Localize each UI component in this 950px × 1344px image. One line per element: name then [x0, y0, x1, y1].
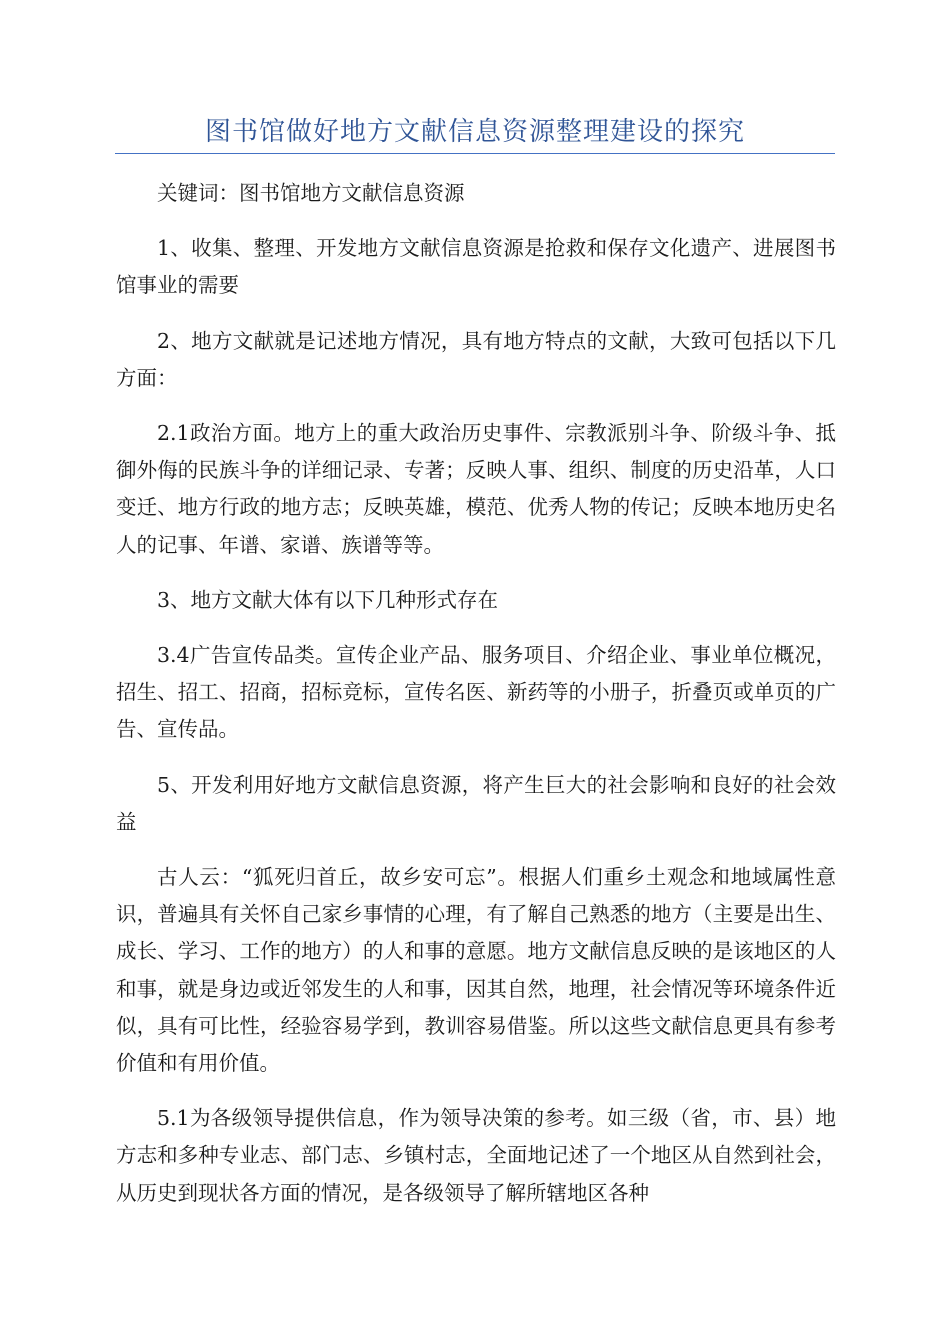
paragraph-2-1: 2.1政治方面。地方上的重大政治历史事件、宗教派别斗争、阶级斗争、抵御外侮的民族斗争的详细记录、专著；反映人事、组织、制度的历史沿革，人口变迁、地方行政的地方志；反映英雄，模范、优秀人物的传记；反映本地历史名人的记事、年谱、家谱、族谱等等。	[116, 421, 836, 557]
paragraph-3-4: 3.4广告宣传品类。宣传企业产品、服务项目、介绍企业、事业单位概况，招生、招工、招商，招标竞标，宣传名医、新药等的小册子，折叠页或单页的广告、宣传品。	[116, 643, 836, 742]
document-body	[116, 175, 836, 1230]
paragraph-5: 5、开发利用好地方文献信息资源，将产生巨大的社会影响和良好的社会效益	[116, 772, 836, 834]
title-underline	[115, 153, 835, 154]
keywords-paragraph: 关键词：图书馆地方文献信息资源	[157, 181, 465, 205]
document-title: 图书馆做好地方文献信息资源整理建设的探究	[204, 117, 745, 147]
paragraph-5-1: 5.1为各级领导提供信息，作为领导决策的参考。如三级（省，市、县）地方志和多种专业志、部门志、乡镇村志，全面地记述了一个地区从自然到社会，从历史到现状各方面的情况，是各级领导了解所辖地区各种	[116, 1106, 836, 1205]
paragraph-2: 2、地方文献就是记述地方情况，具有地方特点的文献，大致可包括以下几方面：	[116, 328, 836, 390]
paragraph-3: 3、地方文献大体有以下几种形式存在	[157, 587, 499, 612]
paragraph-quote: 古人云：“狐死归首丘，故乡安可忘”。根据人们重乡土观念和地域属性意识，普遍具有关怀自己家乡事情的心理，有了解自己熟悉的地方（主要是出生、成长、学习、工作的地方）的人和事的意愿。地方文献信息反映的是该地区的人和事，就是身边或近邻发生的人和事，因其自然，地理，社会情况等环境条件近似，具有可比性，经验容易学到，教训容易借鉴。所以这些文献信息更具有参考价值和有用价值。	[116, 865, 836, 1076]
paragraph-1: 1、收集、整理、开发地方文献信息资源是抢救和保存文化遗产、进展图书馆事业的需要	[116, 236, 836, 298]
